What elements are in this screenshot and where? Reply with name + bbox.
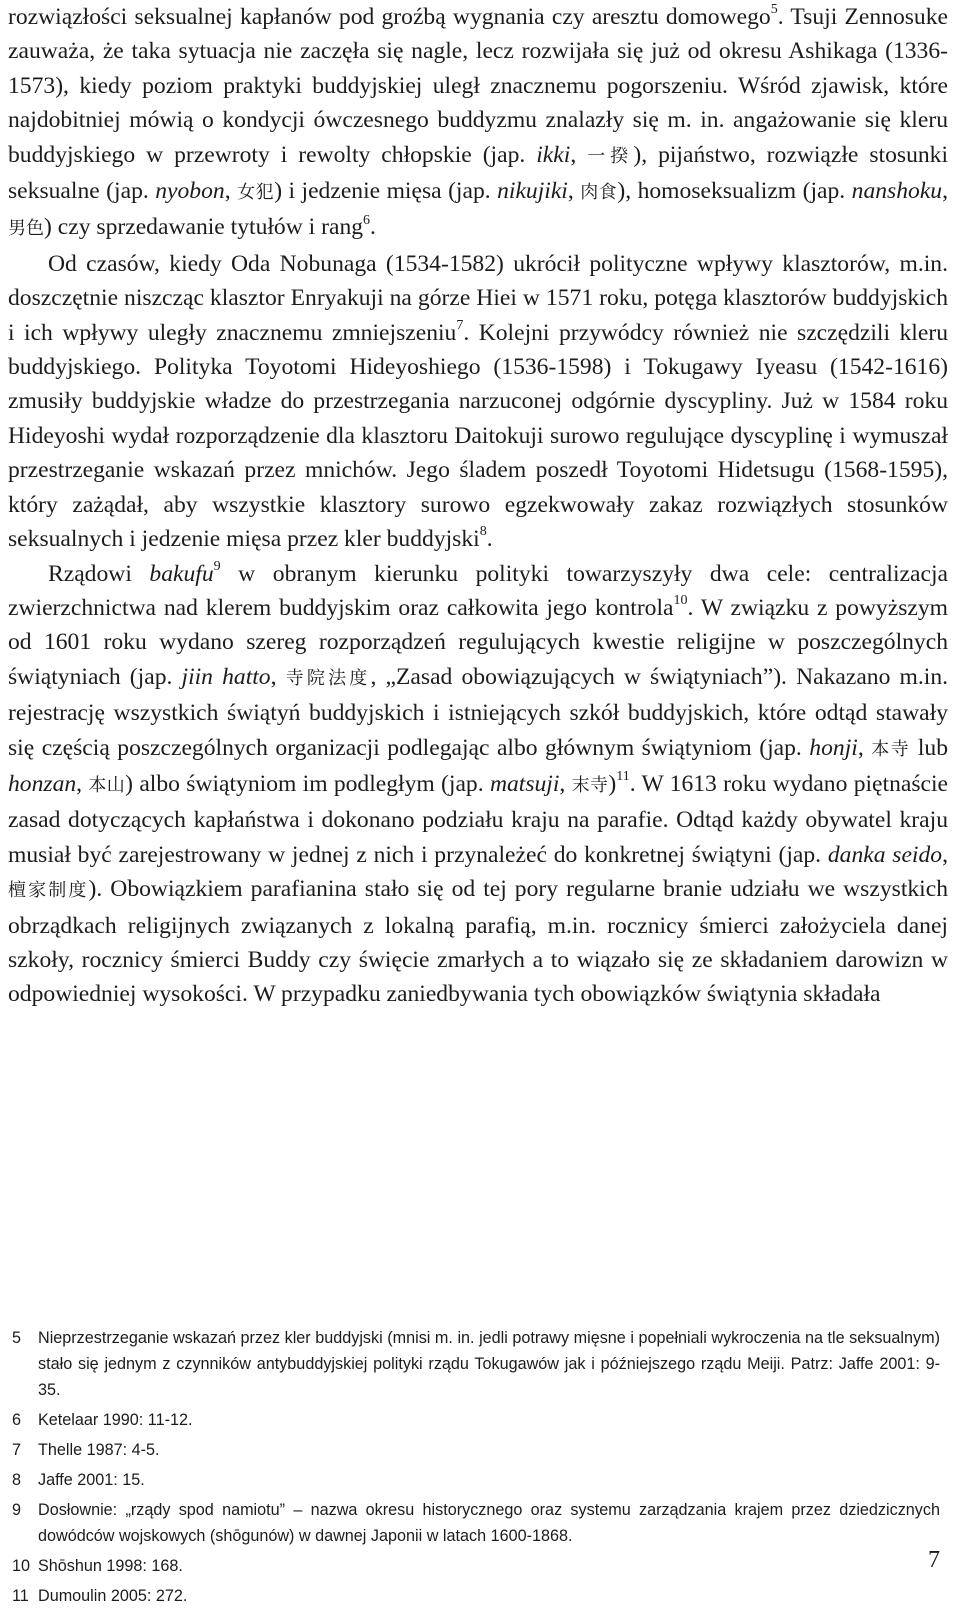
text-run: ). Obowiązkiem parafianina stało się od tej pory regularne branie udziału we wszystkich obrządkach religijnych związanych z lokalną parafią, m.in. rocznicy śmierci założyciela danej szkoły, rocznicy śmierci Buddy czy święcie zmarłych a to wiązało się ze składaniem darowizn w odpowiedniej wysokości. W przypadku zaniedbywania tych obowiązków świątynia składała [8, 876, 948, 1008]
kanji-nyobon: 女犯 [237, 182, 275, 204]
footnote-number: 5 [12, 1329, 22, 1347]
text-run: w obranym kierunku polityki towarzyszyły dwa cele: centralizacja zwierzchnictwa nad klerem buddyjskim oraz całkowita jego kontrola [8, 560, 948, 621]
text-run: lub [910, 734, 949, 761]
footnote-8 [12, 1467, 940, 1493]
footnote-number: 10 [12, 1557, 31, 1575]
kanji-nanshoku: 男色 [8, 218, 44, 240]
footnote-text: Jaffe 2001: 15. [38, 1471, 145, 1489]
text-run: rozwiązłości seksualnej kapłanów pod groźbą wygnania czy aresztu domowego [8, 4, 771, 30]
footnote-11 [12, 1583, 940, 1609]
kanji-nikujiki: 肉食 [580, 182, 618, 204]
footnote-number: 11 [12, 1587, 29, 1605]
term-jiin-hatto: jiin hatto [181, 663, 271, 690]
text-run: ), homoseksualizm (jap. [617, 178, 852, 205]
footnote-5 [12, 1325, 940, 1403]
footnote-text: Dosłownie: „rządy spod namiotu” – nazwa okresu historycznego oraz systemu zarządzania krajem przez dziedzicznych dowódców wojskowych (shōgunów) w dawnej Japonii w latach 1600-1868. [38, 1501, 940, 1545]
footnote-ref-7[interactable]: 7 [456, 317, 464, 333]
paragraph-1: rozwiązłości seksualnej kapłanów pod groźbą wygnania czy aresztu domowego$^5$. Tsuji Zennosuke zauważa, że taka sytuacja nie zaczęła się nagle, lecz rozwijała się już od okresu Ashikaga (1336-1573), kiedy poziom praktyki buddyjskiej uległ znacznemu pogorszeniu. Wśród zjawisk, które najdobitniej mówią o kondycji ówczesnego buddyzmu znalazły się m. in. angażowanie się kleru buddyjskiego w przewroty i rewolty chłopskie (jap. ikki, 一揆), pijaństwo, rozwiązłe stosunki seksualne (jap. nyobon, 女犯) i jedzenie mięsa (jap. nikujiki, 肉食), homoseksualizm (jap. nanshoku, 男色) czy sprzedawanie tytułów i rang$^6$. [8, 2, 949, 241]
text-run: Od czasów, kiedy Oda Nobunaga (1534-1582) ukrócił polityczne wpływy klasztorów, m.in. doszczętnie niszcząc klasztor Enryakuji na górze Hiei w 1571 roku, potęga klasztorów buddyjskich i ich wpływy uległy znacznemu zmniejszeniu [8, 250, 948, 346]
term-honzan: honzan [8, 770, 77, 797]
footnote-number: 7 [12, 1441, 22, 1459]
term-ikki: ikki [536, 141, 571, 168]
footnote-ref-11[interactable]: 11 [616, 769, 630, 785]
term-danka-seido: danka seido [827, 841, 943, 868]
term-nyobon: nyobon [155, 178, 225, 205]
body-text [8, 0, 948, 1012]
term-bakufu: bakufu [149, 560, 214, 587]
footnote-text: Thelle 1987: 4-5. [38, 1441, 160, 1459]
text-run: . W 1613 roku wydano piętnaście zasad dotyczących kapłaństwa i dokonano podziału kraju na parafie. Odtąd każdy obywatel kraju musiał być zarejestrowany w jednej z nich i przynależeć do konkretnej świątyni (jap. [8, 770, 949, 868]
page-number: 7 [928, 1547, 940, 1573]
footnote-ref-6[interactable]: 6 [363, 212, 371, 228]
footnote-number: 9 [12, 1501, 22, 1519]
footnote-ref-10[interactable]: 10 [673, 593, 688, 609]
term-nikujiki: nikujiki [497, 178, 568, 205]
footnote-text: Shōshun 1998: 168. [38, 1557, 183, 1575]
footnote-9 [12, 1497, 940, 1549]
document-page [8, 0, 948, 1012]
paragraph-2 [8, 247, 948, 557]
footnote-text: Dumoulin 2005: 272. [38, 1587, 188, 1605]
text-run: . Kolejni przywódcy również nie szczędzili kleru buddyjskiego. Polityka Toyotomi Hideyoshiego (1536-1598) i Tokugawy Iyeasu (1542-1616) zmusiły buddyjskie władze do przestrzegania narzuconej odgórnie dyscypliny. Już w 1584 roku Hideyoshi wydał rozporządzenie dla klasztoru Daitokuji surowo regulujące dyscyplinę i wymuszał przestrzeganie wskazań przez mnichów. Jego śladem poszedł Toyotomi Hidetsugu (1568-1595), który zażądał, aby wszystkie klasztory surowo egzekwowały zakaz rozwiązłych stosunków seksualnych i jedzenie mięsa przez kler buddyjski [8, 319, 948, 553]
footnote-text: Nieprzestrzeganie wskazań przez kler buddyjski (mnisi m. in. jedli potrawy mięsne i popełniali wykroczenia na tle seksualnym) stało się jednym z czynników antybuddyjskiej polityki rządu Tokugawów jak i późniejszego rządu Meiji. Patrz: Jaffe 2001: 9-35. [38, 1329, 940, 1399]
text-run: . Tsuji Zennosuke zauważa, że taka sytuacja nie zaczęła się nagle, lecz rozwijała się już od okresu Ashikaga (1336-1573), kiedy poziom praktyki buddyjskiej uległ znacznemu pogorszeniu. Wśród zjawisk, które najdobitniej mówią o kondycji ówczesnego buddyzmu znalazły się m. in. angażowanie się kleru buddyjskiego w przewroty i rewolty chłopskie (jap. [8, 4, 948, 168]
kanji-matsuji: 末寺 [571, 774, 609, 796]
footnote-ref-8[interactable]: 8 [479, 524, 487, 540]
text-run: ), pijaństwo, rozwiązłe stosunki seksualne (jap. [8, 141, 949, 205]
kanji-honzan: 本山 [88, 774, 126, 796]
footnote-7 [12, 1437, 940, 1463]
kanji-danka-seido: 檀家制度 [8, 880, 89, 902]
text-run: , „Zasad obowiązujących w świątyniach”). Nakazano m.in. rejestrację wszystkich świątyń buddyjskich i istniejących szkół buddyjskich, które odtąd stawały się częścią poszczególnych organizacji podlegając albo głównym świątyniom (jap. [8, 663, 949, 761]
footnote-text: Ketelaar 1990: 11-12. [38, 1411, 193, 1429]
text-run: ) [608, 770, 617, 797]
footnote-ref-5[interactable]: 5 [770, 2, 778, 18]
paragraph-3: Rządowi bakufu$^9$ w obranym kierunku polityki towarzyszyły dwa cele: centralizacja zwierzchnictwa nad klerem buddyjskim oraz całkowita jego kontrola$^{10}$. W związku z powyższym od 1601 roku wydano szereg rozporządzeń regulujących kwestie religijne w poszczególnych świątyniach (jap. jiin hatto, 寺院法度, „Zasad obowiązujących w świątyniach”). Nakazano m.in. rejestrację wszystkich świątyń buddyjskich i istniejących szkół buddyjskich, które odtąd stawały się częścią poszczególnych organizacji podlegając albo głównym świątyniom (jap. honji, 本寺 lub honzan, 本山) albo świątyniom im podległym (jap. matsuji, 末寺)$^{11}$. W 1613 roku wydano piętnaście zasad dotyczących kapłaństwa i dokonano podziału kraju na parafie. Odtąd każdy obywatel kraju musiał być zarejestrowany w jednej z nich i przynależeć do konkretnej świątyni (jap. danka seido, 檀家制度). Obowiązkiem parafianina stało się od tej pory regularne branie udziału we wszystkich obrządkach religijnych związanych z lokalną parafią, m.in. rocznicy śmierci założyciela danej szkoły, rocznicy śmierci Buddy czy święcie zmarłych a to wiązało się ze składaniem darowizn w odpowiedniej wysokości. W przypadku zaniedbywania tych obowiązków świątynia składała [8, 558, 949, 1008]
text-run: ) czy sprzedawanie tytułów i rang [44, 214, 364, 241]
term-honji: honji [809, 734, 858, 761]
kanji-honji: 本寺 [871, 738, 911, 760]
text-run: Rządowi [48, 560, 150, 587]
text-run: ) albo świątyniom im podległym (jap. [125, 770, 490, 797]
footnote-10 [12, 1553, 940, 1579]
text-run: . W związku z powyższym od 1601 roku wydano szereg rozporządzeń regulujących kwestie religijne w poszczególnych świątyniach (jap. [8, 594, 948, 690]
text-run: . [486, 526, 493, 553]
footnote-ref-9[interactable]: 9 [213, 558, 221, 574]
footnote-number: 6 [12, 1411, 22, 1429]
footnote-number: 8 [12, 1471, 22, 1489]
term-matsuji: matsuji [489, 770, 560, 797]
term-nanshoku: nanshoku [851, 178, 943, 205]
kanji-ikki: 一揆 [587, 145, 634, 167]
kanji-jiin-hatto: 寺院法度 [285, 667, 371, 689]
text-run: . [370, 214, 376, 241]
footnotes-section [12, 1325, 940, 1609]
text-run: ) i jedzenie mięsa (jap. [274, 178, 498, 205]
footnote-6 [12, 1407, 940, 1433]
